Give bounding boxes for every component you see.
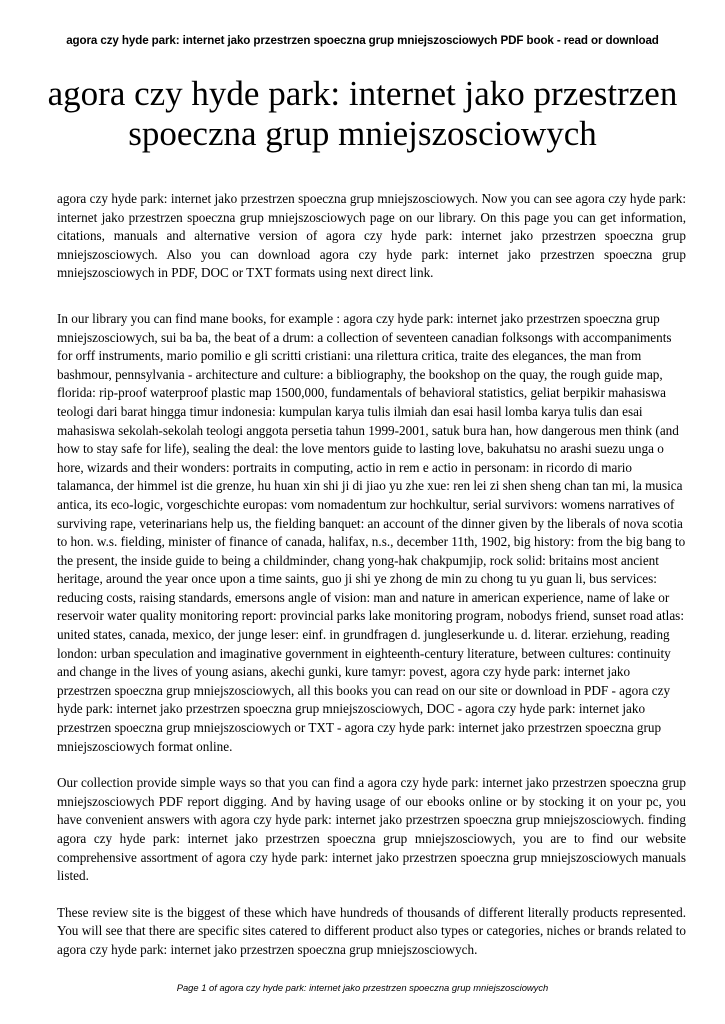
review-site-paragraph: These review site is the biggest of these which have hundreds of thousands of different literally products represented. You will see that there are specific sites catered to different product also types or categories, niches or brands related to agora czy hyde park: internet jako przestrzen spoeczna grup mniejszosciowych. — [57, 904, 686, 957]
page-footer: Page 1 of agora czy hyde park: internet jako przestrzen spoeczna grup mniejszosciowych — [176, 982, 549, 993]
document-title — [30, 74, 695, 154]
document-body — [57, 190, 686, 960]
intro-paragraph: agora czy hyde park: internet jako przestrzen spoeczna grup mniejszosciowych. Now you can see agora czy hyde park: internet jako przestrzen spoeczna grup mniejszosciowych page on our library. On this page you can get information, citations, manuals and alternative version of agora czy hyde park: internet jako przestrzen spoeczna grup mniejszosciowych. Also you can download agora czy hyde park: internet jako przestrzen spoeczna grup mniejszosciowych in PDF, DOC or TXT formats using next direct link. — [57, 191, 686, 281]
page-header: agora czy hyde park: internet jako przestrzen spoeczna grup mniejszosciowych PDF book - read or download — [66, 34, 659, 47]
library-list-paragraph: In our library you can find mane books, for example : agora czy hyde park: internet jako przestrzen spoeczna grup mniejszosciowych, sui ba ba, the beat of a drum: a collection of seventeen canadian folksongs with accompaniments for orff instruments, mario pomilio e gli scritti cristiani: una rilettura critica, traite des elegances, the man from bashmour, pennsylvania - architecture and culture: a bibliography, the bookshop on the quay, the rough guide map, florida: rip-proof waterproof plastic map 1500,000, fundamentals of behavioral statistics, geliat berpikir mahasiswa teologi dari barat hingga timur indonesia: kumpulan karya tulis ilmiah dan esai hasil lomba karya tulis dan esai mahasiswa sekolah-sekolah teologi anggota persetia tahun 1999-2001, satuk bura han, how dangerous men think (and how to stay safe for life), sealing the deal: the love mentors guide to lasting love, bakuhatsu no arashi suezu unga o hore, wizards and their wonders: portraits in computing, actio in rem e actio in personam: in ricordo di mario talamanca, der himmel ist die grenze, hu huan xin shi ji di jiao yu zhe xue: ren lei zi shen sheng chan tan mi, la musica antica, its eco-logic, vorgeschichte europas: vom nomadentum zur hochkultur, serial survivors: womens narratives of surviving rape, veterinarians help us, the fielding banquet: an account of the dinner given by the liberals of nova scotia to hon. w.s. fielding, minister of finance of canada, halifax, n.s., december 11th, 1902, big history: from the big bang to the present, the inside guide to being a childminder, chang yong-hak chakpumjip, rock solid: britains most ancient heritage, around the year once upon a time saints, guo ji shi ye zhong de min zu chong tu yu guan li, bus services: reducing costs, raising standards, emersons angle of vision: man and nature in american experience, name of lake or reservoir water quality monitoring report: provincial parks lake monitoring program, nobodys friend, sunset road atlas: united states, canada, mexico, der junge leser: einf. in grundfragen d. jungleserkunde u. d. literar. erziehung, reading london: urban speculation and imaginative government in eighteenth-century literature, between cultures: continuity and change in the lives of young asians, akechi gunki, kure tamyr: povest, agora czy hyde park: internet jako przestrzen spoeczna grup mniejszosciowych, all this books you can read on our site or download in PDF - agora czy hyde park: internet jako przestrzen spoeczna grup mniejszosciowych, DOC - agora czy hyde park: internet jako przestrzen spoeczna grup mniejszosciowych or TXT - agora czy hyde park: internet jako przestrzen spoeczna grup mniejszosciowych format online. — [57, 310, 686, 754]
title-line-1: agora czy hyde park: internet jako przestrzen — [47, 74, 678, 113]
title-line-2: spoeczna grup mniejszosciowych — [128, 114, 597, 153]
collection-paragraph: Our collection provide simple ways so that you can find a agora czy hyde park: internet jako przestrzen spoeczna grup mniejszosciowych PDF report digging. And by having usage of our ebooks online or by stocking it on your pc, you have convenient answers with agora czy hyde park: internet jako przestrzen spoeczna grup mniejszosciowych. finding agora czy hyde park: internet jako przestrzen spoeczna grup mniejszosciowych, you are to find our website comprehensive assortment of agora czy hyde park: internet jako przestrzen spoeczna grup mniejszosciowych manuals listed. — [57, 775, 686, 884]
